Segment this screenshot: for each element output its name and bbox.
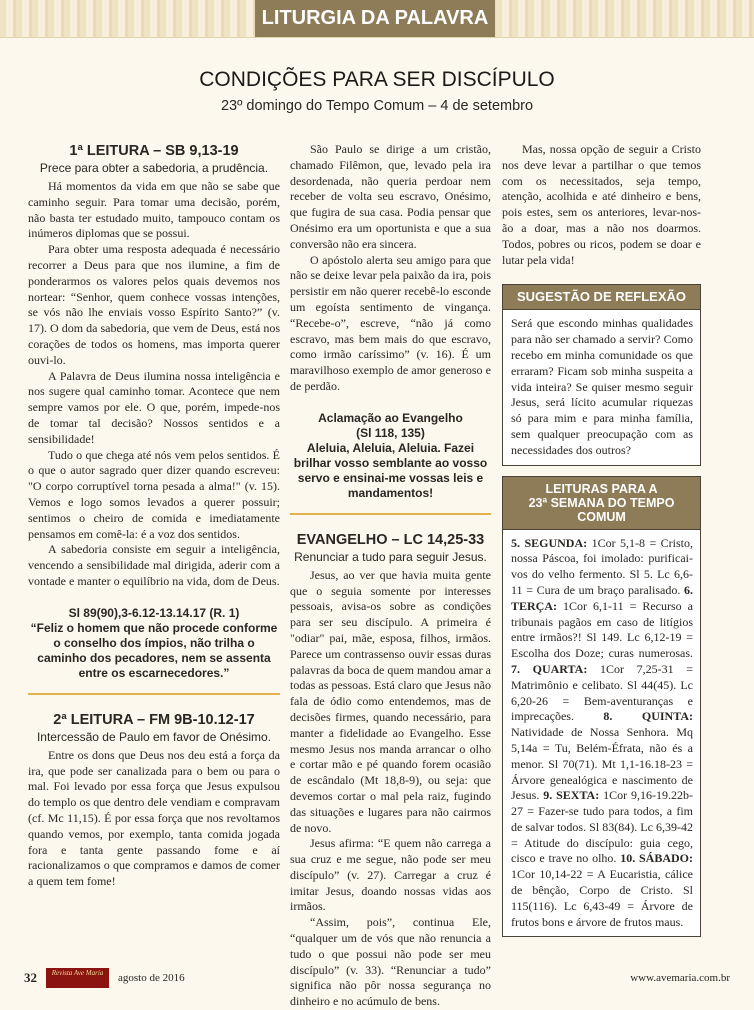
page-subtitle: 23º domingo do Tempo Comum – 4 de setembro — [220, 98, 534, 114]
website-link[interactable]: www.avemaria.com.br — [630, 972, 730, 984]
day-readings: 1Cor 9,16-19.22b-27 = Fazer-se tudo para todos, a fim de salvar todos. Sl 83(84). Lc 6,39-42 = Atitude do discípulo: guia cego, cisco e trave no olho. — [511, 788, 693, 866]
day-label: 9. SEXTA: — [543, 788, 600, 803]
day-readings: 1Cor 7,25-31 = Matrimônio e celibato. Sl 44(45). Lc 6,20-26 = Bem-aventuranças e imprecações. — [511, 661, 694, 724]
acclamation-text: Aleluia, Aleluia, Aleluia. Fazei brilhar vosso semblante ao vosso servo e ensinai-me vossas leis e mandamentos! — [293, 440, 488, 500]
day-readings: 1Cor 10,14-22 = A Eucaristia, cálice de bênção, Corpo de Cristo. Sl 115(116). Lc 6,43-49 = Árvore de frutos bons e árvore de frutos maus. — [511, 867, 693, 929]
divider — [290, 513, 491, 515]
acclamation-reference: (Sl 118, 135) — [356, 425, 425, 440]
paragraph: Jesus, ao ver que havia muita gente que o seguia somente por interesses pessoais, avisa-os sobre as condições para ser seu discípulo. A primeira é "odiar" pai, mãe, esposa, filhos, irmãos. Parece um contrassenso ouvir essas duras palavras da boca de quem mandou amar a todas as pessoas. Está claro que Jesus não fala de ódio como entendemos, mas de decisões firmes, quando necessário, para manter a fidelidade ao Evangelho. Esse mesmo Jesus nos manda arrancar o olho e cortar mão e pé quando forem ocasião de escândalo (Mt 18,8-9), ou seja: que devemos cortar o mal pela raiz, fugindo das situações e lugares para não cairmos de novo. — [290, 567, 491, 835]
weekly-readings-title — [503, 477, 700, 530]
reading2-heading: 2ª LEITURA – FM 9B-10.12-17 — [53, 711, 255, 728]
day-label: 8. QUINTA: — [603, 709, 693, 724]
paragraph: Há momentos da vida em que não se sabe que caminho seguir. Para tomar uma decisão, porém, não basta ter estudado muito, tampouco contam os inúmeros diplomas que se possui. — [28, 179, 280, 241]
day-readings: 1Cor 5,1-8 = Cristo, nossa Páscoa, foi imolado: purificai-vos do velho fermento. Sl 5. Lc 6,6-11 = Cura de um braço paralisado. — [511, 535, 694, 597]
reading1-heading: 1ª LEITURA – SB 9,13-19 — [69, 143, 239, 159]
paragraph: Mas, nossa opção de seguir a Cristo nos deve levar a partilhar o que temos com os necessitados, seja tempo, atenção, acolhida e até dinheiro e bens, pois estes, sem os anteriores, levar-nos-ão a doar, mas a não nos doarmos. Todos, pobres ou ricos, podem se doar e lutar pela vida! — [502, 142, 701, 267]
section-label: LITURGIA DA PALAVRA — [255, 0, 495, 37]
paragraph: A Palavra de Deus ilumina nossa inteligência e nos sugere qual caminho tomar. Acontece que nem sempre vamos por ele. O que, porém, impede-nos de tomar tal decisão? Nossos sentidos e a sensibilidade! — [28, 368, 280, 446]
reflection-title: SUGESTÃO DE REFLEXÃO — [503, 285, 700, 310]
paragraph: “Assim, pois”, continua Ele, “qualquer um de vós que não renuncia a tudo o que possui não pode ser meu discípulo” (v. 33). “Renunciar a tudo” significa não pôr nossa segurança no dinheiro e no acúmulo de bens. — [290, 915, 491, 1009]
psalm-reference: Sl 89(90),3-6.12-13.14.17 (R. 1) — [68, 605, 240, 620]
column-1 — [28, 142, 280, 890]
page-footer — [24, 968, 730, 988]
divider — [28, 693, 280, 695]
weekly-title-line2: 23ª SEMANA DO TEMPO COMUM — [528, 495, 675, 524]
day-label: 5. SEGUNDA: — [511, 535, 588, 550]
paragraph: Para obter uma resposta adequada é necessário recorrer a Deus para que nos ilumine, a fim de ponderarmos os valores pelos quais devemos nos nortear: “Senhor, quem conhece vossas intenções, se vós não lhe enviais vosso Espírito Santo?” (v. 17). O dom da sabedoria, que vem de Deus, está nos corações de todos os homens, mas importa querer ouvi-lo. — [28, 242, 280, 367]
day-readings: 1Cor 6,1-11 = Recurso a tribunais pagãos em caso de litígios entre irmãos?! Sl 149. Lc 6,12-19 = Escolha dos Doze; curas numerosas. — [511, 598, 693, 661]
column-2 — [290, 142, 491, 1010]
gospel-summary: Renunciar a tudo para seguir Jesus. — [294, 549, 487, 564]
issue-date: agosto de 2016 — [118, 972, 185, 984]
paragraph: São Paulo se dirige a um cristão, chamado Filêmon, que, levado pela ira desordenada, não queria perdoar nem receber de volta seu escravo, Onésimo, que fugira de sua casa. Podia pensar que Onésimo era um oportunista e que a sua conversão não era sincera. — [290, 142, 491, 251]
day-label: 6. TERÇA: — [511, 582, 693, 613]
weekly-readings-box — [502, 476, 701, 938]
column-3 — [502, 142, 701, 937]
reading1-summary: Prece para obter a sabedoria, a prudência. — [39, 161, 269, 175]
weekly-title-line1: LEITURAS PARA A — [545, 481, 658, 496]
acclamation-title: Aclamação ao Evangelho — [318, 410, 463, 425]
day-label: 7. QUARTA: — [511, 661, 588, 676]
weekly-readings-list — [503, 530, 700, 937]
day-readings: Natividade de Nossa Senhora. Mq 5,14a = Tu, Belém-Éfrata, não és a menor. Sl 70(71). Mt 1,1-16.18-23 = Árvore genealógica e nascimento de Jesus. — [511, 725, 693, 803]
magazine-logo: Revista Ave Maria — [46, 968, 109, 988]
psalm-response: “Feliz o homem que não procede conforme o conselho dos ímpios, não trilha o caminho dos pecadores, nem se assenta entre os escarnecedores.” — [30, 620, 278, 680]
paragraph: Tudo o que chega até nós vem pelos sentidos. É o que o autor sagrado quer dizer quando escreveu: "O corpo corruptível torna pesada a alma!" (v. 15). Vemos e logo somos levados a querer possuir; sentimos o cheiro de comida e imediatamente pensamos em comê-la: é a voz dos sentidos. — [28, 447, 280, 541]
reflection-box — [502, 284, 701, 465]
page-title: CONDIÇÕES PARA SER DISCÍPULO — [199, 68, 555, 91]
reflection-text: Será que escondo minhas qualidades para não ser chamado a servir? Como recebo em minha comunidade os que erraram? Ficam sob minha suspeita a vida inteira? Se quiser mesmo seguir Jesus, será lícito acumular riquezas só para mim e para minha família, sem qualquer preocupação com as necessidades dos outros? — [511, 316, 693, 457]
paragraph: Entre os dons que Deus nos deu está a força da ira, que pode ser canalizada para o bem ou para o mal. Foi levado por essa força que Jesus expulsou do templo os que dentro dele vendiam e compravam (cf. Mc 11,15). É por essa força que nos revoltamos quando vemos, por exemplo, tanta comida jogada fora e tanta gente passando fome e aí racionalizamos o que compramos e damos de comer a quem tem fome! — [28, 747, 280, 889]
page-number: 32 — [24, 970, 37, 985]
reading2-summary: Intercessão de Paulo em favor de Onésimo. — [36, 729, 272, 744]
paragraph: A sabedoria consiste em seguir a inteligência, vencendo a sensibilidade mal dirigida, aderir com a vontade e manter o equilíbrio na vida, dom de Deus. — [28, 542, 280, 588]
paragraph: Jesus afirma: “E quem não carrega a sua cruz e me segue, não pode ser meu discípulo” (v. 27). Carregar a cruz é imitar Jesus, doando nossas vidas aos irmãos. — [290, 836, 491, 914]
gospel-heading: EVANGELHO – LC 14,25-33 — [296, 531, 485, 548]
paragraph: O apóstolo alerta seu amigo para que não se deixe levar pela paixão da ira, pois persistir em não querer recebê-lo esconde um egoísta sentimento de vingança. “Recebe-o”, escreve, “não já como escravo, mas bem mais do que escravo, como irmão caríssimo” (v. 16). É um maravilhoso exemplo de amor generoso e de perdão. — [290, 252, 491, 393]
day-label: 10. SÁBADO: — [620, 851, 693, 866]
